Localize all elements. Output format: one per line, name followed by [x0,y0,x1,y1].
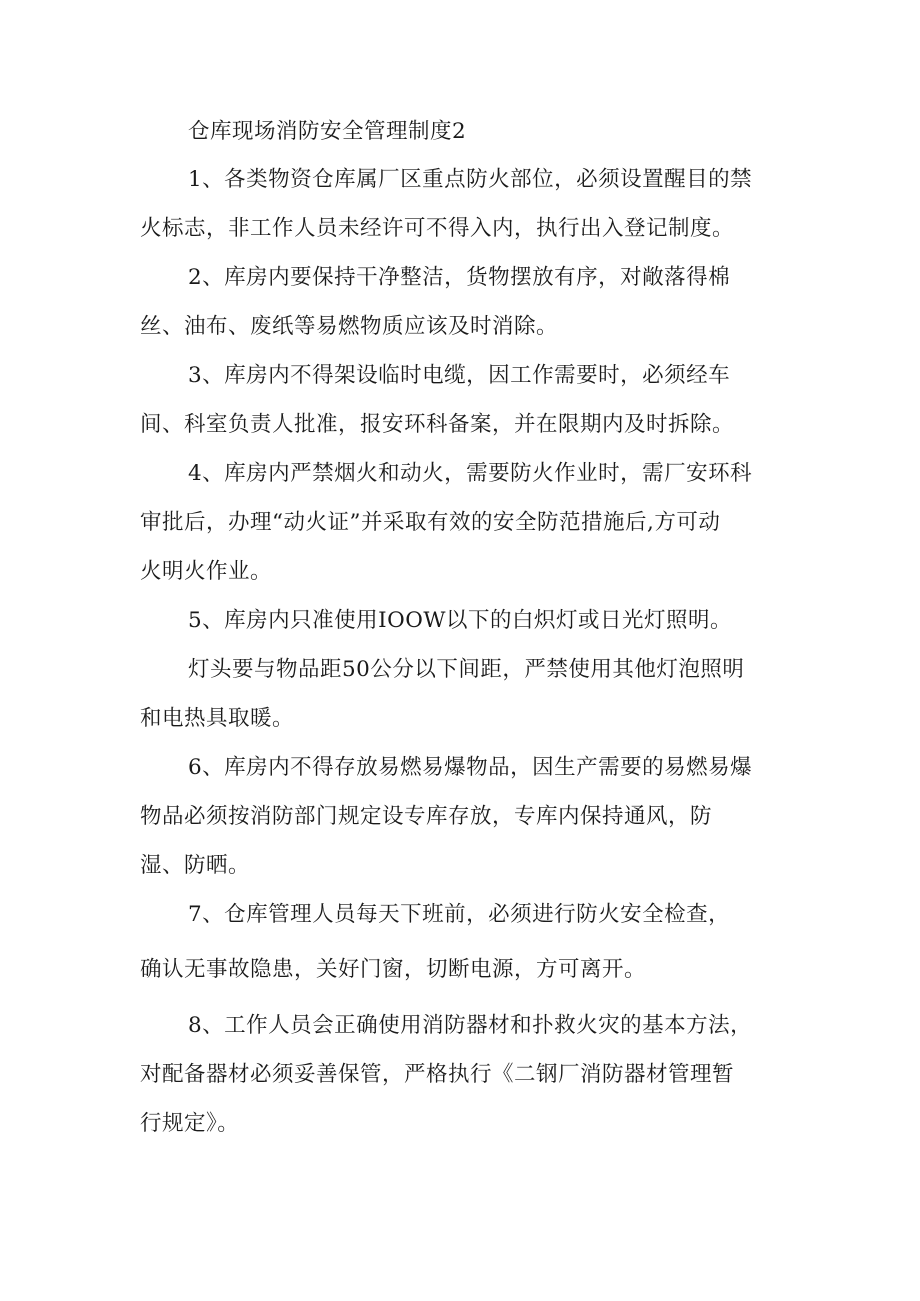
paragraph-7-line-1: 7、仓库管理人员每天下班前，必须进行防火安全检查， [188,902,731,927]
paragraph-3-line-1: 3、库房内不得架设临时电缆，因工作需要时，必须经车 [188,363,731,388]
paragraph-3-line-2: 间、科室负责人批准，报安环科备案，并在限期内及时拆除。 [140,412,735,437]
paragraph-8-line-1: 8、工作人员会正确使用消防器材和扑救火灾的基本方法， [188,1013,753,1038]
paragraph-7-line-2: 确认无事故隐患，关好门窗，切断电源，方可离开。 [140,957,647,982]
paragraph-4-line-1: 4、库房内严禁烟火和动火，需要防火作业时，需厂安环科 [188,461,753,486]
paragraph-6-line-1: 6、库房内不得存放易燃易爆物品，因生产需要的易燃易爆 [188,755,753,780]
paragraph-6-line-2: 物品必须按消防部门规定设专库存放，专库内保持通风，防 [140,804,713,829]
paragraph-5-line-2: 灯头要与物品距50公分以下间距，严禁使用其他灯泡照明 [188,657,745,682]
paragraph-4-line-3: 火明火作业。 [140,559,273,584]
paragraph-2-line-1: 2、库房内要保持干净整洁，货物摆放有序，对敞落得棉 [188,265,731,290]
paragraph-2-line-2: 丝、油布、废纸等易燃物质应该及时消除。 [140,314,559,339]
document-title: 仓库现场消防安全管理制度2 [188,119,467,144]
paragraph-1-line-2: 火标志，非工作人员未经许可不得入内，执行出入登记制度。 [140,216,735,241]
paragraph-8-line-2: 对配备器材必须妥善保管，严格执行《二钢厂消防器材管理暂 [140,1062,735,1087]
paragraph-8-line-3: 行规定》。 [140,1111,240,1136]
paragraph-4-line-2: 审批后，办理“动火证”并采取有效的安全防范措施后,方可动 [140,510,721,535]
paragraph-5-line-1: 5、库房内只准使用IOOW以下的白炽灯或日光灯照明。 [188,608,733,633]
paragraph-5-line-3: 和电热具取暖。 [140,706,295,731]
paragraph-1-line-1: 1、各类物资仓库属厂区重点防火部位，必须设置醒目的禁 [188,167,753,192]
paragraph-6-line-3: 湿、防晒。 [140,853,251,878]
